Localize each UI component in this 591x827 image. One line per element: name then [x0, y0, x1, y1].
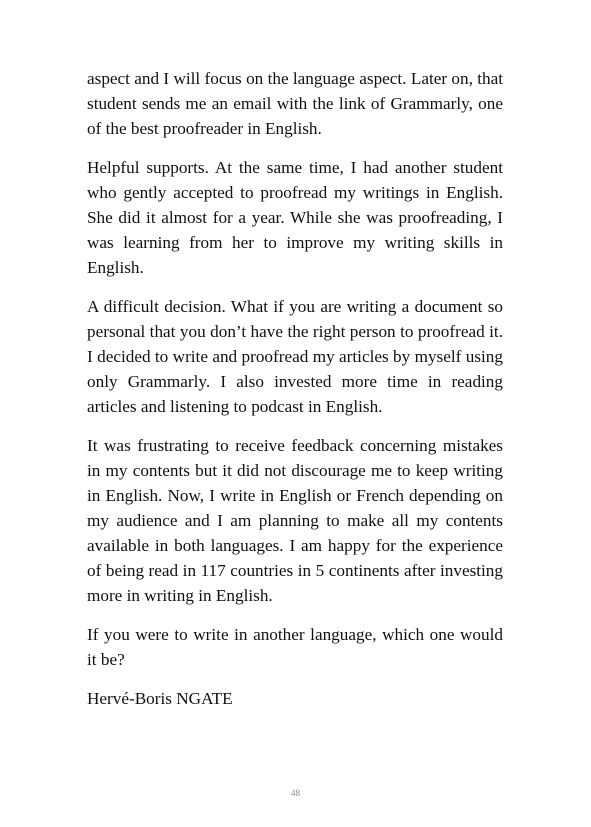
body-text	[87, 66, 503, 725]
author-signature: Hervé-Boris NGATE	[87, 689, 233, 708]
paragraph-2: Helpful supports. At the same time, I had another student who gently accepted to proofread my writings in English. She did it almost for a year. While she was proofreading, I was learning from her to improve my writing skills in English.	[87, 158, 503, 277]
paragraph-5: If you were to write in another language, which one would it be?	[87, 625, 503, 669]
paragraph-4: It was frustrating to receive feedback concerning mistakes in my contents but it did not discourage me to keep writing in English. Now, I write in English or French depending on my audience and I am planning to make all my contents available in both languages. I am happy for the experience of being read in 117 countries in 5 continents after investing more in writing in English.	[87, 436, 503, 605]
paragraph-1: aspect and I will focus on the language aspect. Later on, that student sends me an email with the link of Grammarly, one of the best proofreader in English.	[87, 69, 503, 138]
paragraph-3: A difficult decision. What if you are writing a document so personal that you don’t have the right person to proofread it. I decided to write and proofread my articles by myself using only Grammarly. I also invested more time in reading articles and listening to podcast in English.	[87, 297, 503, 416]
page-number: 48	[291, 788, 300, 798]
